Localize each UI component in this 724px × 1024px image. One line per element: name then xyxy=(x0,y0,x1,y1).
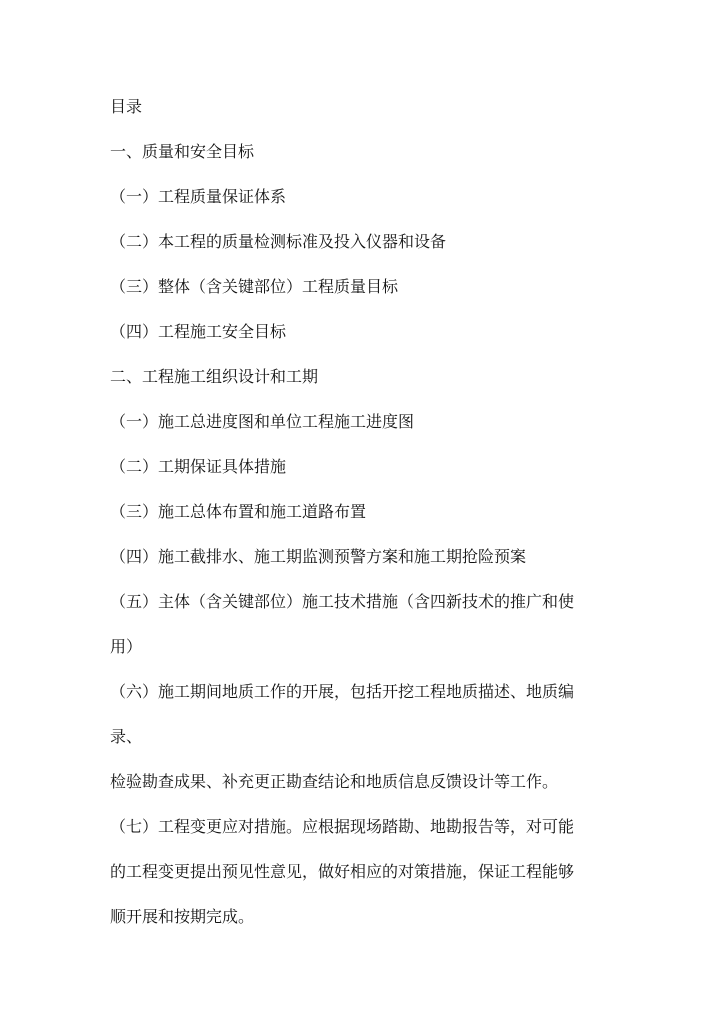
toc-item-2-4: （四）施工截排水、施工期监测预警方案和施工期抢险预案 xyxy=(110,547,527,566)
toc-item-2-5-cont: 用） xyxy=(110,637,143,656)
toc-item-2-3: （三）施工总体布置和施工道路布置 xyxy=(110,502,367,521)
toc-item-1-1: （一）工程质量保证体系 xyxy=(110,187,287,206)
toc-item-2-6-cont: 录、 xyxy=(110,727,143,746)
toc-heading: 目录 xyxy=(110,97,143,116)
toc-item-1-4: （四）工程施工安全目标 xyxy=(110,322,287,341)
toc-item-1-3: （三）整体（含关键部位）工程质量目标 xyxy=(110,277,399,296)
toc-item-2-7: （七）工程变更应对措施。应根据现场踏勘、地勘报告等，对可能 xyxy=(110,817,575,836)
toc-item-1-2: （二）本工程的质量检测标准及投入仪器和设备 xyxy=(110,232,447,251)
toc-item-2-2: （二）工期保证具体措施 xyxy=(110,457,287,476)
toc-item-2-7-cont2: 顺开展和按期完成。 xyxy=(110,907,255,926)
toc-item-2-6-cont2: 检验勘查成果、补充更正勘查结论和地质信息反馈设计等工作。 xyxy=(110,772,559,791)
toc-item-2-7-cont: 的工程变更提出预见性意见，做好相应的对策措施，保证工程能够 xyxy=(110,862,575,881)
toc-section-1: 一、质量和安全目标 xyxy=(110,142,255,161)
toc-item-2-5: （五）主体（含关键部位）施工技术措施（含四新技术的推广和使 xyxy=(110,592,575,611)
toc-section-2: 二、工程施工组织设计和工期 xyxy=(110,367,319,386)
toc-item-2-6: （六）施工期间地质工作的开展，包括开挖工程地质描述、地质编 xyxy=(110,682,575,701)
toc-item-2-1: （一）施工总进度图和单位工程施工进度图 xyxy=(110,412,415,431)
